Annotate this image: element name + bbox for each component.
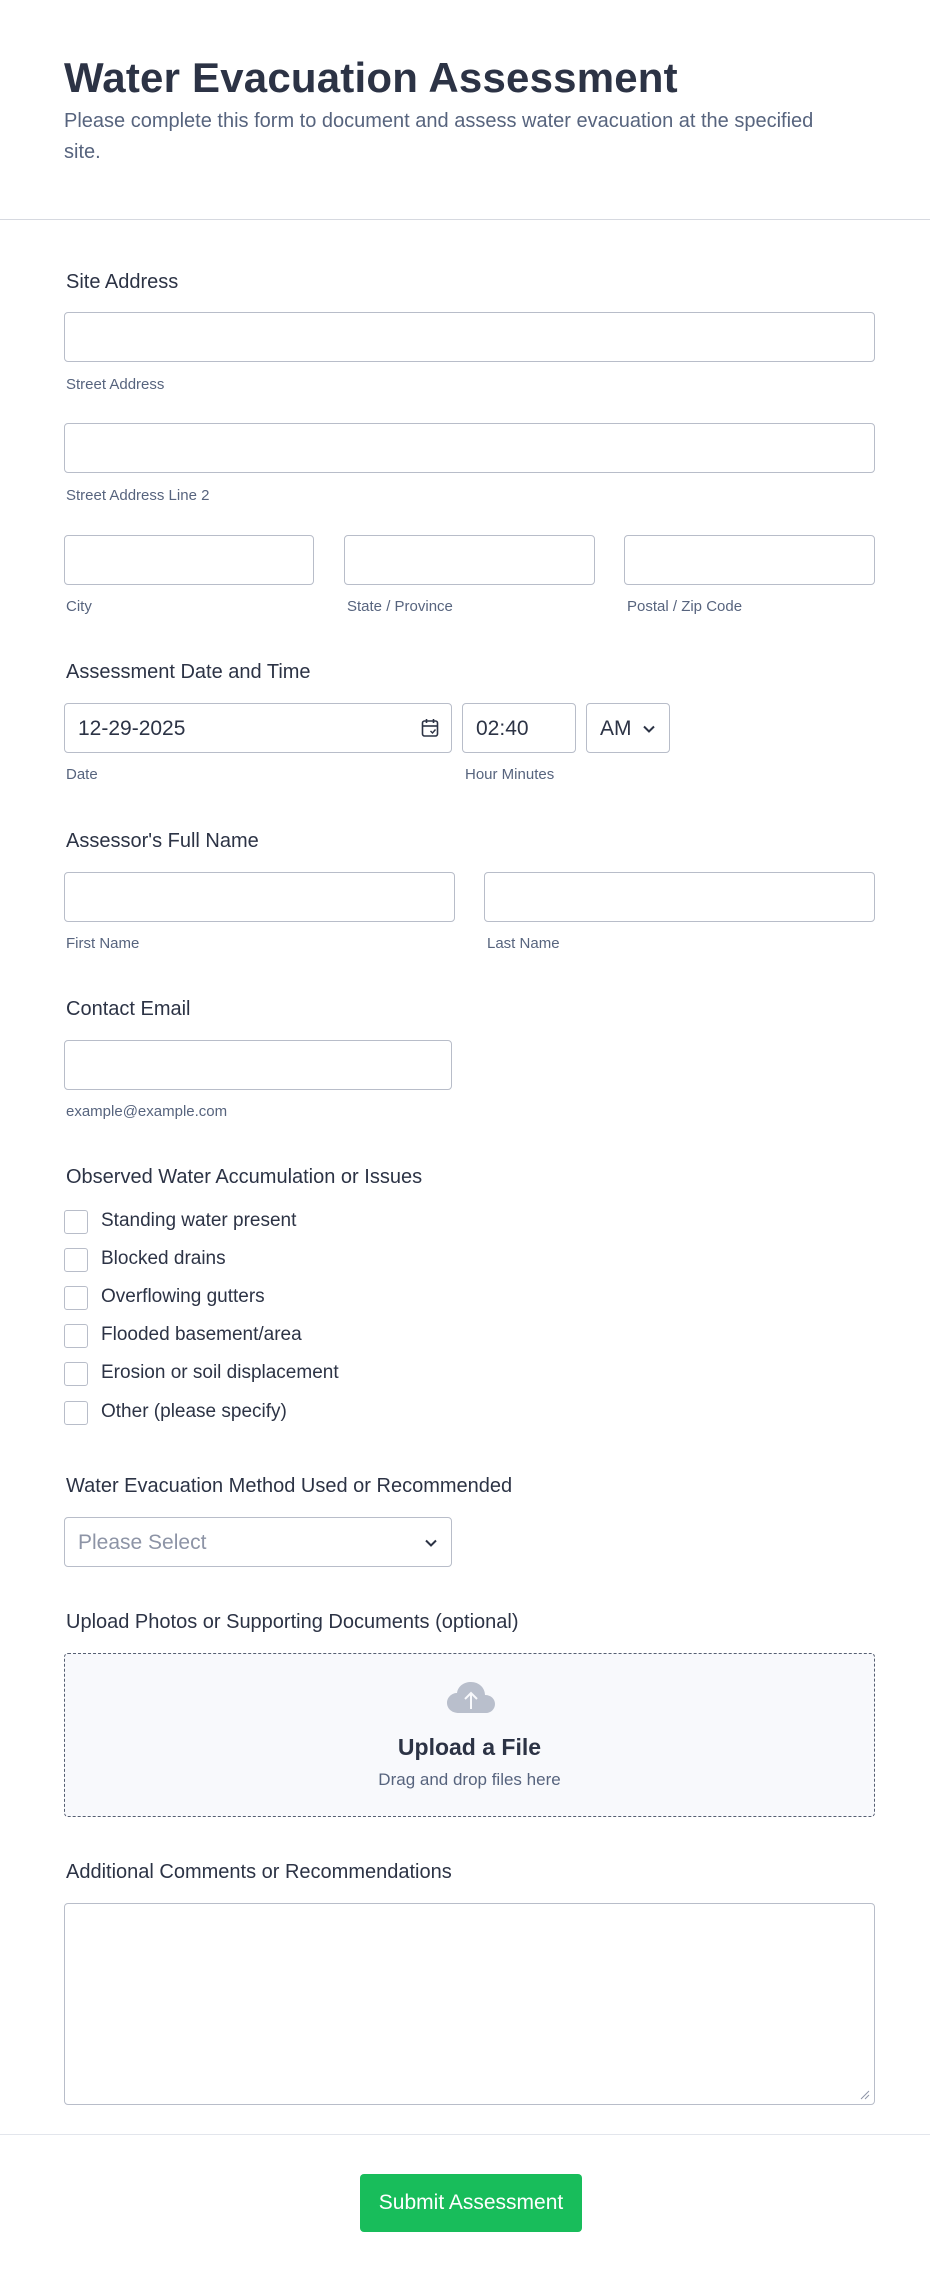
postal-code-sublabel: Postal / Zip Code bbox=[627, 598, 743, 615]
street-address-input[interactable] bbox=[64, 312, 875, 362]
checkbox-label: Flooded basement/area bbox=[101, 1324, 302, 1345]
state-province-input[interactable] bbox=[344, 535, 595, 585]
time-input[interactable] bbox=[462, 703, 576, 753]
street-address-sublabel: Street Address bbox=[66, 376, 165, 393]
evacuation-method-select[interactable] bbox=[64, 1517, 452, 1567]
checkbox-label: Blocked drains bbox=[101, 1248, 226, 1269]
observed-issues-label: Observed Water Accumulation or Issues bbox=[66, 1166, 423, 1188]
checkbox-label: Erosion or soil displacement bbox=[101, 1362, 339, 1383]
cloud-upload-icon bbox=[445, 1680, 497, 1716]
time-sublabel: Hour Minutes bbox=[465, 766, 555, 783]
calendar-icon[interactable] bbox=[421, 718, 439, 738]
select-placeholder: Please Select bbox=[78, 1531, 207, 1554]
comments-textarea[interactable] bbox=[64, 1903, 875, 2105]
date-value: 12-29-2025 bbox=[78, 717, 186, 740]
upload-subtitle: Drag and drop files here bbox=[378, 1770, 561, 1789]
date-sublabel: Date bbox=[66, 766, 98, 783]
site-address-label: Site Address bbox=[66, 271, 179, 293]
form-footer bbox=[0, 2134, 930, 2282]
checkbox-label: Standing water present bbox=[101, 1210, 297, 1231]
submit-button[interactable]: Submit Assessment bbox=[360, 2174, 582, 2232]
street-address-line2-input[interactable] bbox=[64, 423, 875, 473]
date-input[interactable] bbox=[64, 703, 452, 753]
postal-code-input[interactable] bbox=[624, 535, 875, 585]
form-title: Water Evacuation Assessment bbox=[64, 54, 678, 101]
ampm-select[interactable] bbox=[586, 703, 670, 753]
contact-email-input[interactable] bbox=[64, 1040, 452, 1090]
evacuation-method-label: Water Evacuation Method Used or Recommended bbox=[66, 1475, 513, 1497]
checkbox-box[interactable] bbox=[64, 1248, 88, 1272]
street-address-line2-sublabel: Street Address Line 2 bbox=[66, 487, 210, 504]
last-name-sublabel: Last Name bbox=[487, 935, 560, 952]
ampm-value: AM bbox=[600, 717, 632, 740]
chevron-down-icon bbox=[423, 1535, 439, 1551]
resize-handle-icon[interactable] bbox=[860, 2090, 870, 2100]
contact-email-label: Contact Email bbox=[66, 998, 191, 1020]
form-subtitle: Please complete this form to document and assess water evacuation at the specified site. bbox=[64, 110, 814, 163]
chevron-down-icon bbox=[641, 721, 657, 737]
comments-label: Additional Comments or Recommendations bbox=[66, 1861, 452, 1883]
upload-title: Upload a File bbox=[397, 1734, 542, 1760]
checkbox-box[interactable] bbox=[64, 1210, 88, 1234]
form-header bbox=[0, 0, 930, 220]
checkbox-box[interactable] bbox=[64, 1324, 88, 1348]
first-name-input[interactable] bbox=[64, 872, 455, 922]
upload-label: Upload Photos or Supporting Documents (optional) bbox=[66, 1611, 519, 1633]
city-input[interactable] bbox=[64, 535, 314, 585]
first-name-sublabel: First Name bbox=[66, 935, 140, 952]
checkbox-box[interactable] bbox=[64, 1362, 88, 1386]
state-province-sublabel: State / Province bbox=[347, 598, 453, 615]
assessment-datetime-label: Assessment Date and Time bbox=[66, 661, 311, 683]
assessor-name-label: Assessor's Full Name bbox=[66, 830, 259, 852]
checkbox-label: Other (please specify) bbox=[101, 1401, 287, 1422]
checkbox-label: Overflowing gutters bbox=[101, 1286, 265, 1307]
city-sublabel: City bbox=[66, 598, 92, 615]
last-name-input[interactable] bbox=[484, 872, 875, 922]
contact-email-sublabel: example@example.com bbox=[66, 1103, 228, 1120]
time-value: 02:40 bbox=[476, 717, 529, 740]
checkbox-box[interactable] bbox=[64, 1401, 88, 1425]
file-upload-dropzone[interactable] bbox=[64, 1653, 875, 1817]
checkbox-box[interactable] bbox=[64, 1286, 88, 1310]
